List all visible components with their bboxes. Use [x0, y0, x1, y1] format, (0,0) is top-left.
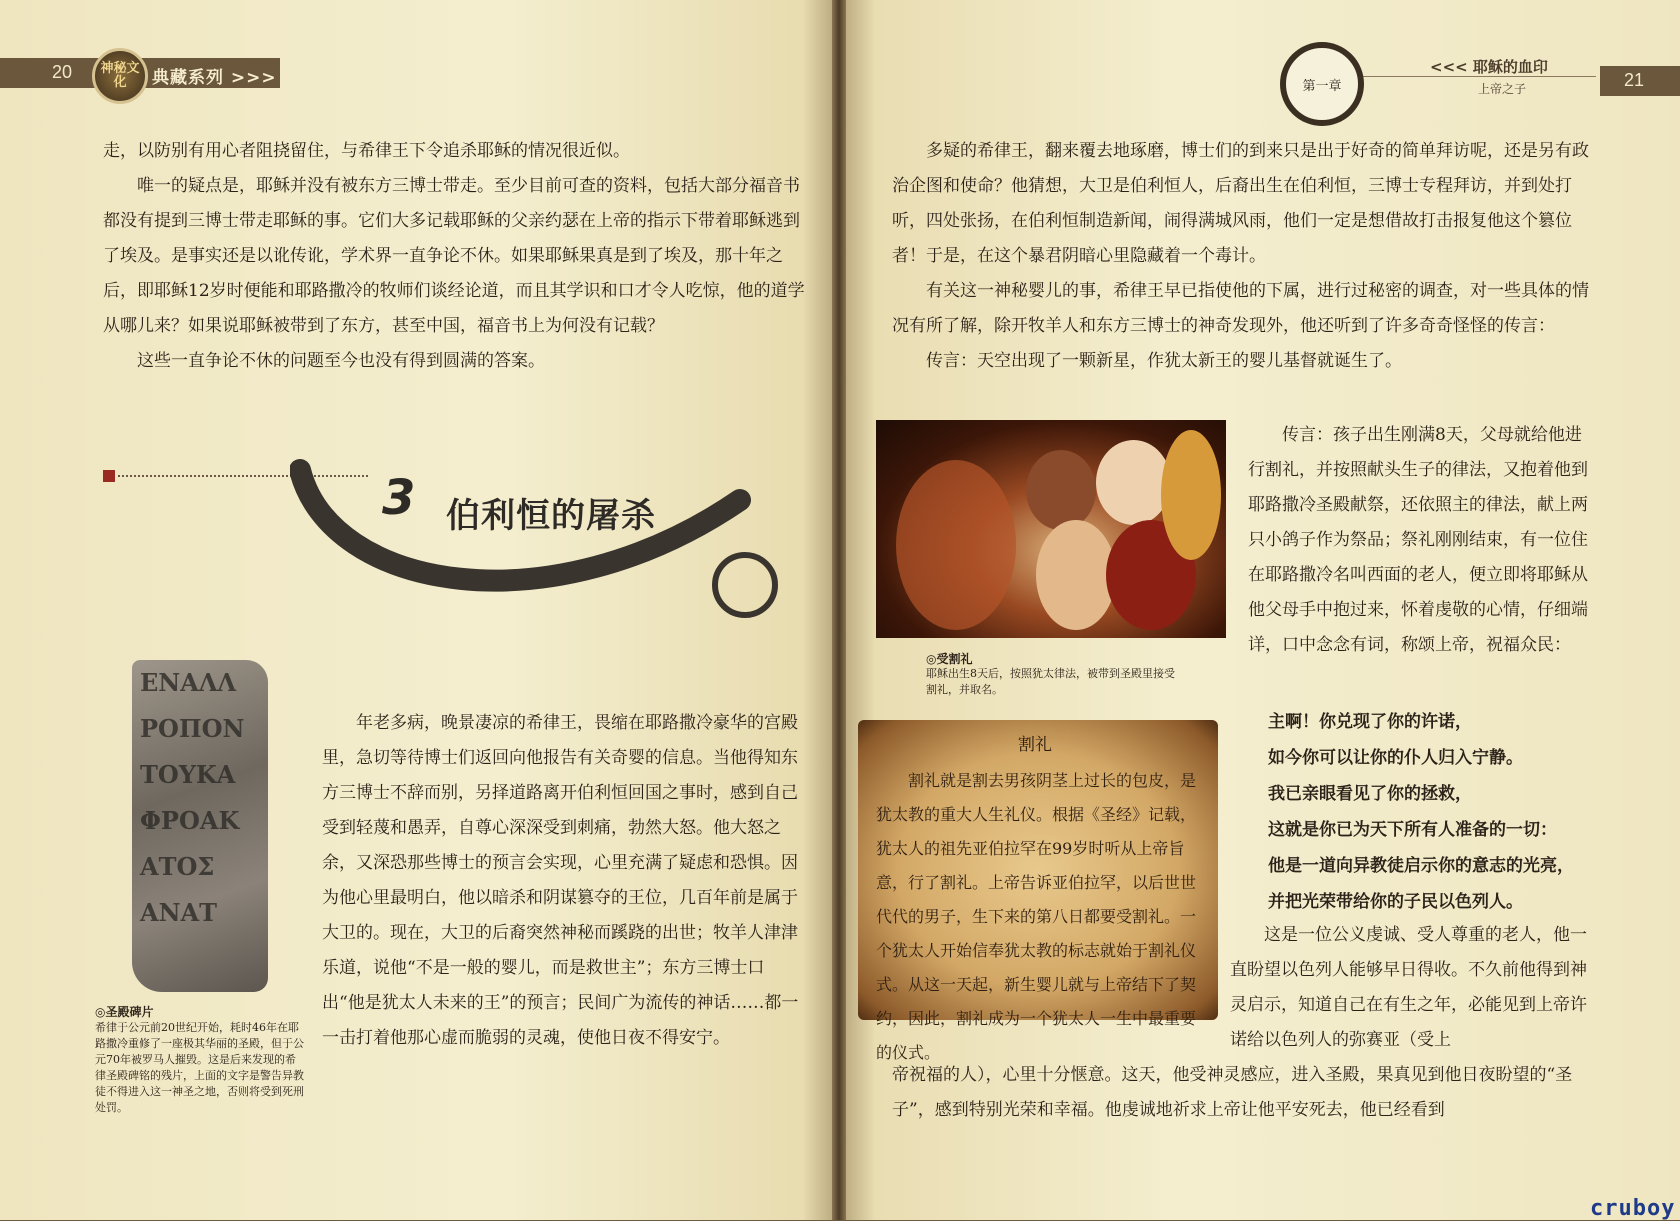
running-title: <<< 耶稣的血印 — [1430, 58, 1548, 76]
section-swoosh-icon — [290, 440, 790, 640]
temple-stone-photo — [132, 660, 268, 992]
poem-line: 并把光荣带给你的子民以色列人。 — [1268, 892, 1523, 912]
inscription-line: ΡΟΠΟΝ — [140, 714, 245, 743]
paragraph: 有关这一神秘婴儿的事，希律王早已指使他的下属，进行过秘密的调查，对一些具体的情况有所了解，除开牧羊人和东方三博士的神奇发现外，他还听到了许多奇奇怪怪的传言： — [892, 281, 1589, 336]
painting-caption-text: 耶稣出生8天后，按照犹太律法，被带到圣殿里接受割礼，并取名。 — [926, 667, 1175, 696]
stone-caption-text: 希律于公元前20世纪开始，耗时46年在耶路撒冷重修了一座极其华丽的圣殿，但于公元70年被罗马人摧毁。这是后来发现的希律圣殿碑铭的残片，上面的文字是警告异教徒不得进入这一神圣之地，否则将受到死刑处罚。 — [95, 1021, 304, 1114]
running-subtitle: 上帝之子 — [1478, 82, 1527, 96]
right-side-text: 传言：孩子出生刚满8天，父母就给他进行割礼，并按照献头生子的律法，又抱着他到耶路撒冷圣殿献祭，还依照主的律法，献上两只小鸽子作为祭品；祭礼刚刚结束，有一位住在耶路撒冷名叫西面的老人，便立即将耶稣从他父母手中抱过来，怀着虔敬的心情，仔细端详，口中念念有词，称颂上帝，祝福众民： — [1248, 425, 1588, 655]
watermark: cruboy — [1590, 1196, 1676, 1221]
poem-line: 如今你可以让你的仆人归入宁静。 — [1268, 748, 1523, 768]
sidebar-title: 割礼 — [1018, 735, 1052, 755]
left-body-text: 年老多病，晚景凄凉的希律王，畏缩在耶路撒冷豪华的宫殿里，急切等待博士们返回向他报告有关奇婴的信息。当他得知东方三博士不辞而别，另择道路离开伯利恒回国之事时，感到自己受到轻蔑和愚弄，自尊心深深受到刺痛，勃然大怒。他大怒之余，又深恐那些博士的预言会实现，心里充满了疑虑和恐惧。因为他心里最明白，他以暗杀和阴谋篡夺的王位，几百年前是属于大卫的。现在，大卫的后裔突然神秘而蹊跷的出世；牧羊人津津乐道，说他“不是一般的婴儿，而是救世主”；东方三博士口出“他是犹太人未来的王”的预言；民间广为流传的神话……都一一击打着他那心虚而脆弱的灵魂，使他日夜不得安宁。 — [322, 713, 799, 1048]
poem-line: 这就是你已为天下所有人准备的一切： — [1268, 820, 1557, 840]
section-marker — [103, 470, 115, 482]
poem-line: 主啊！你兑现了你的许诺， — [1268, 712, 1472, 732]
paragraph: 唯一的疑点是，耶稣并没有被东方三博士带走。至少目前可查的资料，包括大部分福音书都没有提到三博士带走耶稣的事。它们大多记载耶稣的父亲约瑟在上帝的指示下带着耶稣逃到了埃及。是事实还是以讹传讹，学术界一直争论不休。如果耶稣果真是到了埃及，那十年之后，即耶稣12岁时便能和耶路撒冷的牧师们谈经论道，而且其学识和口才令人吃惊，他的道学从哪儿来？如果说耶稣被带到了东方，甚至中国，福音书上为何没有记载？ — [103, 176, 805, 336]
book-gutter — [832, 0, 846, 1220]
section-number: 3 — [382, 470, 416, 526]
chapter-badge: 第一章 — [1280, 42, 1364, 126]
stone-caption-title: ◎圣殿碑片 — [95, 1005, 154, 1019]
section-title: 伯利恒的屠杀 — [446, 496, 656, 536]
inscription-line: ΕΝΑΛΛ — [140, 668, 237, 697]
inscription-line: ΤΟΥΚΑ — [140, 760, 236, 789]
sidebar-text: 割礼就是割去男孩阴茎上过长的包皮，是犹太教的重大人生礼仪。根据《圣经》记载，犹太人的祖先亚伯拉罕在99岁时听从上帝旨意，行了割礼。上帝告诉亚伯拉罕，以后世世代代的男子，生下来的第八日都要受割礼。一个犹太人开始信奉犹太教的标志就始于割礼仪式。从这一天起，新生婴儿就与上帝结下了契约，因此，割礼成为一个犹太人一生中最重要的仪式。 — [876, 771, 1197, 1062]
paragraph: 传言：天空出现了一颗新星，作犹太新王的婴儿基督就诞生了。 — [926, 351, 1402, 371]
paragraph: 走，以防别有用心者阻挠留住，与希律王下令追杀耶稣的情况很近似。 — [103, 141, 630, 161]
paragraph: 这些一直争论不休的问题至今也没有得到圆满的答案。 — [137, 351, 545, 371]
poem-line: 我已亲眼看见了你的拯救， — [1268, 784, 1472, 804]
inscription-line: ΦΡΟΑΚ — [140, 806, 240, 835]
left-page-number: 20 — [52, 62, 73, 82]
painting-caption-title: ◎受割礼 — [926, 652, 973, 666]
circumcision-painting — [876, 420, 1226, 638]
inscription-line: ΑΤΟΣ — [140, 852, 215, 881]
right-top-text — [892, 134, 1592, 379]
paragraph: 多疑的希律王，翻来覆去地琢磨，博士们的到来只是出于好奇的简单拜访呢，还是另有政治企图和使命？他猜想，大卫是伯利恒人，后裔出生在伯利恒，三博士专程拜访，并到处打听，四处张扬，在伯利恒制造新闻，闹得满城风雨，他们一定是想借故打击报复他这个篡位者！于是，在这个暴君阴暗心里隐藏着一个毒计。 — [892, 141, 1589, 266]
left-top-text — [103, 134, 809, 379]
series-logo-icon: 神秘文化 — [92, 48, 148, 104]
inscription-line: ΑΝΑΤ — [140, 898, 218, 927]
poem-line: 他是一道向异教徒启示你的意志的光亮， — [1268, 856, 1574, 876]
right-mid-text: 这是一位公义虔诚、受人尊重的老人，他一直盼望以色列人能够早日得收。不久前他得到神灵启示，知道自己在有生之年，必能见到上帝许诺给以色列人的弥赛亚（受上 — [1230, 925, 1587, 1050]
simeon-prayer — [1268, 704, 1574, 920]
right-bottom-text: 帝祝福的人），心里十分惬意。这天，他受神灵感应，进入圣殿，果真见到他日夜盼望的“圣子”，感到特别光荣和幸福。他虔诚地祈求上帝让他平安死去，他已经看到 — [892, 1065, 1573, 1120]
right-page-number: 21 — [1624, 70, 1645, 90]
series-label: 典藏系列 >>> — [152, 68, 277, 88]
